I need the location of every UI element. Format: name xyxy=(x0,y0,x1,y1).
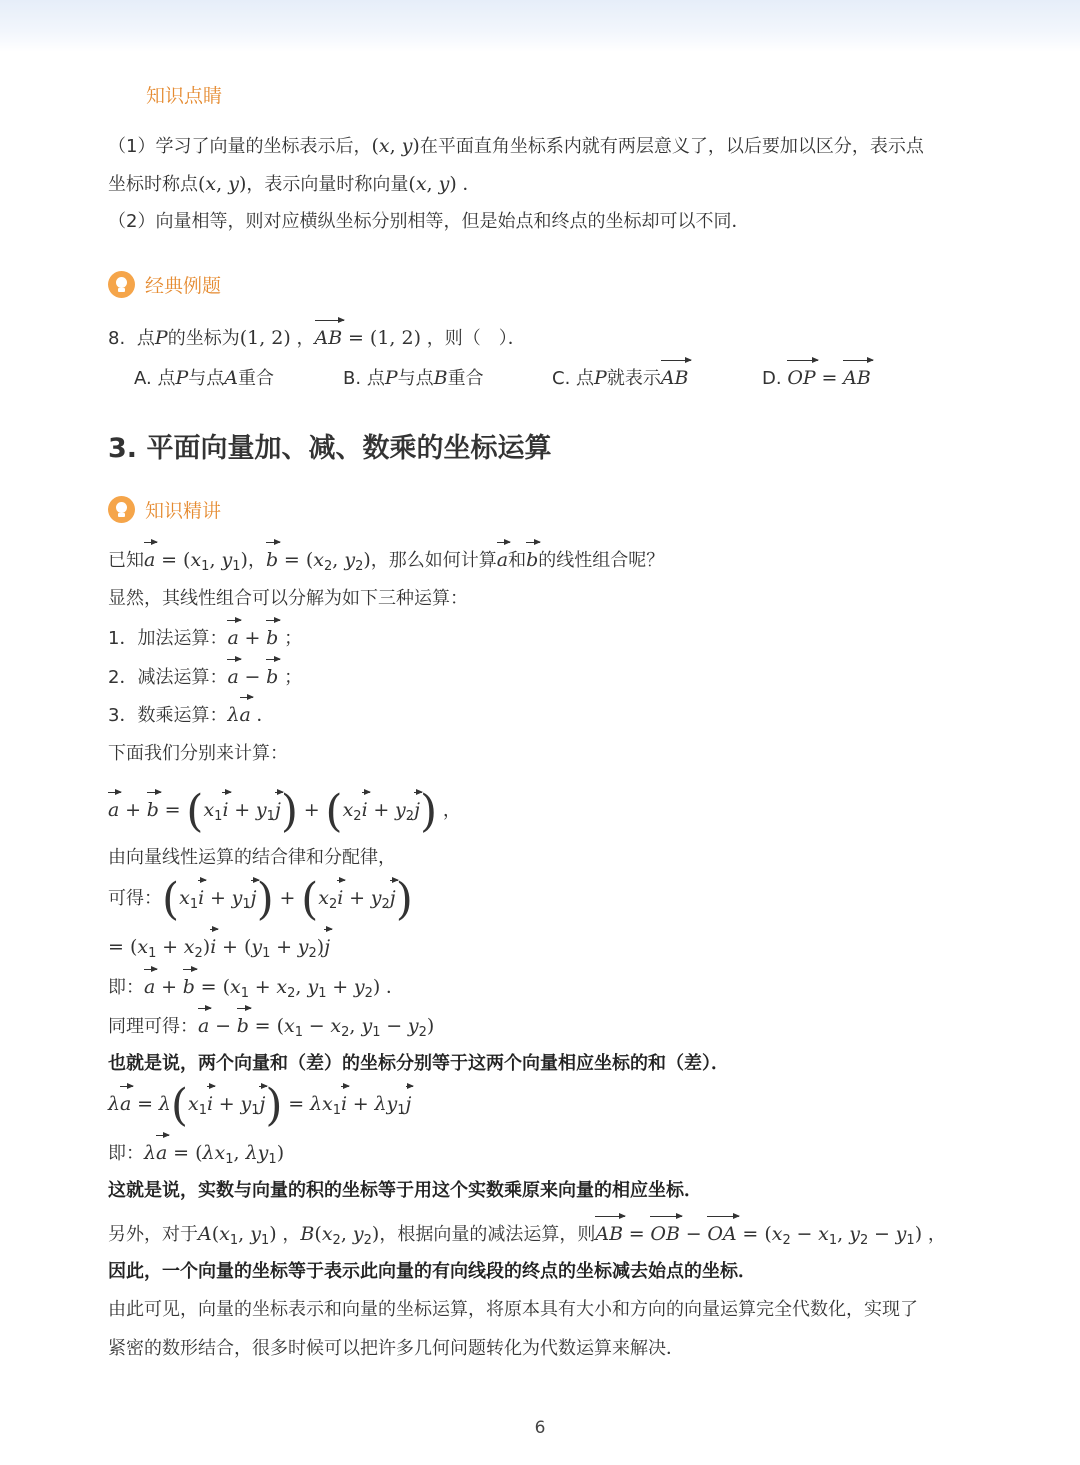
body-line-scalar: 3．数乘运算：λa ． xyxy=(108,704,275,726)
formula-scalar: $\lambda a = \lambda(x_1i + y_1j) = \lambda x_1i + \lambda y_1j$ xyxy=(108,1080,412,1131)
question-text: 的坐标为 xyxy=(167,328,240,349)
option-b[interactable]: B. 点P与点B重合 xyxy=(343,367,484,389)
body-text: 2．减法运算： xyxy=(108,667,228,688)
option-text: 点 xyxy=(157,368,176,389)
knowledge-tip-title: 知识点睛 xyxy=(146,85,223,107)
tip-text: ，表示向量时称向量 xyxy=(246,174,409,195)
tip-paragraph-1-line-2: 坐标时称点(x, y)，表示向量时称向量(x, y) ． xyxy=(108,173,481,195)
section-title: 3. 平面向量加、减、数乘的坐标运算 xyxy=(108,433,552,464)
lightbulb-icon xyxy=(108,271,135,298)
formula-diff-coords: 同理可得：$a - b = (x_1 - x_2$, $y_1 - y_2$) xyxy=(108,1015,435,1040)
question-text: ，则（ ）． xyxy=(426,328,526,349)
option-b-label: B. xyxy=(343,368,362,389)
formula-derive: 可得：$(x_1i + y_1j) + (x_2i + y_2j)$ xyxy=(108,874,413,925)
formula-sum: $a + b = (x_1i + y_1j) + (x_2i + y_2j)$ ， xyxy=(108,786,461,837)
body-text: 另外，对于 xyxy=(108,1224,198,1245)
tip-paragraph-2: （2）向量相等，则对应横纵坐标分别相等，但是始点和终点的坐标却可以不同． xyxy=(108,211,750,232)
option-text: 就表示 xyxy=(606,368,661,389)
option-text: 与点 xyxy=(188,368,225,389)
formula-result: = $(x_1 + x_2)i + (y_1 + y_2)j$ xyxy=(108,936,331,961)
formula-sum-coords: 即：$a + b = (x_1 + x_2$, $y_1 + y_2$) ． xyxy=(108,976,405,1001)
body-text: 同理可得： xyxy=(108,1016,198,1037)
body-text: 可得： xyxy=(108,888,162,909)
body-line-2: 显然，其线性组合可以分解为如下三种运算： xyxy=(108,588,468,609)
example-title: 经典例题 xyxy=(145,274,222,297)
tip-paragraph-1-line-1: （1）学习了向量的坐标表示后，(x, y)在平面直角坐标系内就有两层意义了，以后要加以区分，表示点 xyxy=(108,135,924,157)
summary-scalar: 这就是说，实数与向量的积的坐标等于用这个实数乘原来向量的相应坐标． xyxy=(108,1180,702,1201)
option-text: 点 xyxy=(366,368,385,389)
body-line-8: 由向量线性运算的结合律和分配律， xyxy=(108,847,396,868)
option-d-label: D. xyxy=(762,368,782,389)
body-text: ，根据向量的减法运算，则 xyxy=(379,1224,596,1245)
example-header xyxy=(108,270,221,298)
lightbulb-icon xyxy=(108,496,135,523)
lecture-header xyxy=(108,495,221,523)
body-line-6: 下面我们分别来计算： xyxy=(108,743,288,764)
question-number: 8. xyxy=(108,328,126,349)
body-line-20: 紧密的数形结合，很多时候可以把许多几何问题转化为代数运算来解决． xyxy=(108,1338,684,1359)
tip-text: 在平面直角坐标系内就有两层意义了，以后要加以区分，表示点 xyxy=(419,136,924,157)
option-c-label: C. xyxy=(552,368,571,389)
lecture-title: 知识精讲 xyxy=(145,499,222,522)
option-d[interactable]: D. OP = AB xyxy=(762,367,871,389)
option-text: 重合 xyxy=(237,368,274,389)
body-text: 即： xyxy=(108,1143,144,1164)
body-text: 和 xyxy=(508,550,527,571)
page-number: 6 xyxy=(534,1418,546,1438)
top-banner xyxy=(0,0,1080,52)
body-text: ，那么如何计算 xyxy=(370,550,497,571)
body-text: 3．数乘运算： xyxy=(108,705,228,726)
example-question: 8. 点P的坐标为(1, 2) ，AB = (1, 2) ，则（ ）． xyxy=(108,327,526,349)
tip-text: （1）学习了向量的坐标表示后， xyxy=(108,136,372,157)
option-a[interactable]: A. 点P与点A重合 xyxy=(134,367,274,389)
tip-text: 坐标时称点 xyxy=(108,174,198,195)
body-text: 1．加法运算： xyxy=(108,628,228,649)
body-text: 的线性组合呢？ xyxy=(538,550,665,571)
option-text: 重合 xyxy=(447,368,484,389)
option-c[interactable]: C. 点P就表示AB xyxy=(552,367,689,389)
body-text: ， xyxy=(247,550,266,571)
formula-scalar-coords: 即：$\lambda a = (\lambda x_1$, $\lambda y_1$) xyxy=(108,1142,285,1167)
option-text: 与点 xyxy=(397,368,434,389)
option-a-label: A. xyxy=(134,368,152,389)
summary-sum-diff: 也就是说，两个向量和（差）的坐标分别等于这两个向量相应坐标的和（差）． xyxy=(108,1053,729,1074)
body-line-subtraction: 2．减法运算：a − b ； xyxy=(108,666,303,688)
question-text: 点 xyxy=(136,328,155,349)
body-line-19: 由此可见，向量的坐标表示和向量的坐标运算，将原本具有大小和方向的向量运算完全代数化，实现了 xyxy=(108,1299,918,1320)
option-text: 点 xyxy=(576,368,595,389)
body-line-addition: 1．加法运算：a + b ； xyxy=(108,627,303,649)
body-line-17: 另外，对于$A(x_1$, $y_1$) ，$B(x_2$, $y_2$)，根据向量的减法运算，则AB = OB − OA = ($x_2 - x_1$, $y_2 - y_1$) ， xyxy=(108,1223,946,1248)
body-text: 已知 xyxy=(108,550,144,571)
summary-endpoint: 因此，一个向量的坐标等于表示此向量的有向线段的终点的坐标减去始点的坐标． xyxy=(108,1261,756,1282)
body-text: 即： xyxy=(108,977,144,998)
body-line-1: 已知$a = (x_1$, $y_1$)，$b = (x_2$, $y_2$)，那么如何计算a和b的线性组合呢？ xyxy=(108,549,665,574)
